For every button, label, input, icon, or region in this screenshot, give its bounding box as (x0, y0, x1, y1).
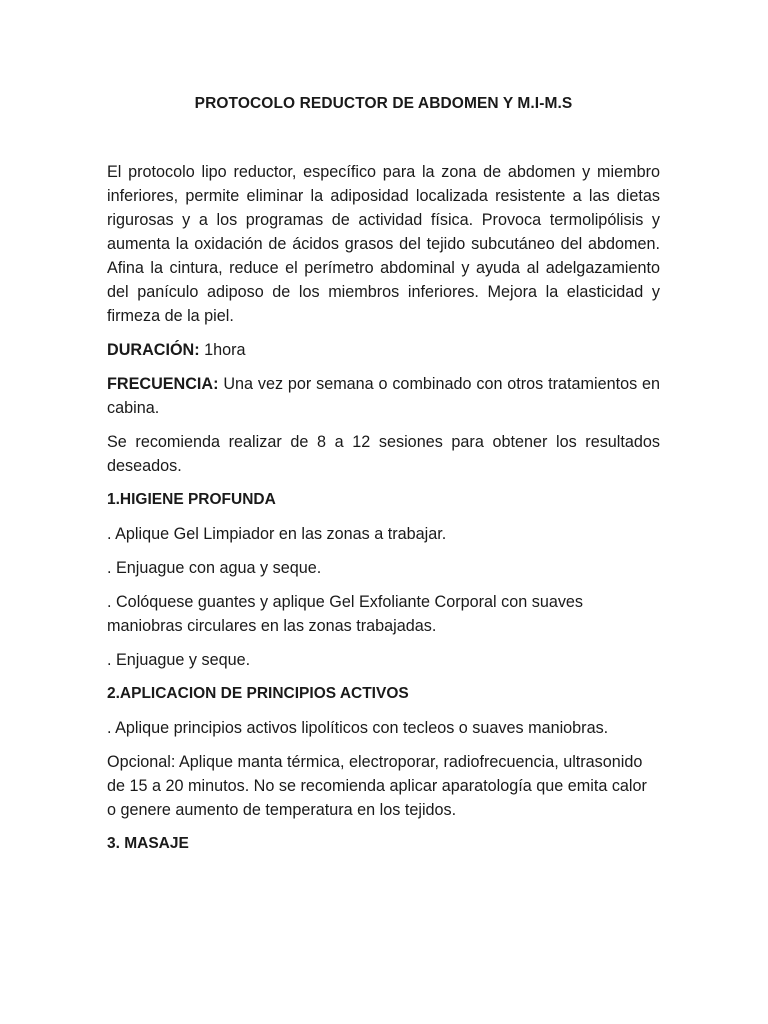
section-paragraph: . Aplique principios activos lipolíticos con tecleos o suaves maniobras. (107, 719, 609, 737)
section-heading-principios-activos: 2.APLICACION DE PRINCIPIOS ACTIVOS (107, 685, 409, 702)
section-paragraph: . Aplique Gel Limpiador en las zonas a trabajar. (107, 525, 447, 543)
recommendation-paragraph: Se recomienda realizar de 8 a 12 sesiones para obtener los resultados deseados. (107, 433, 660, 475)
frequency-value: Una vez por semana o combinado con otros tratamientos en cabina. (107, 375, 660, 417)
section-heading-higiene: 1.HIGIENE PROFUNDA (107, 491, 276, 508)
document-page (107, 92, 660, 866)
section-paragraph: . Enjuague y seque. (107, 651, 251, 669)
duration-line (107, 338, 660, 362)
document-title: PROTOCOLO REDUCTOR DE ABDOMEN Y M.I-M.S (194, 95, 573, 112)
frequency-line (107, 372, 660, 420)
section-paragraph: . Colóquese guantes y aplique Gel Exfoliante Corporal con suaves maniobras circulares en las zonas trabajadas. (107, 593, 584, 635)
frequency-label: FRECUENCIA: (107, 375, 219, 393)
duration-label: DURACIÓN: (107, 341, 200, 359)
duration-value: 1hora (199, 341, 246, 359)
intro-paragraph: El protocolo lipo reductor, específico para la zona de abdomen y miembro inferiores, permite eliminar la adiposidad localizada resistente a las dietas rigurosas y a los programas de actividad física. Provoca termolipólisis y aumenta la oxidación de ácidos grasos del tejido subcutáneo del abdomen. Afina la cintura, reduce el perímetro abdominal y ayuda al adelgazamiento del panículo adiposo de los miembros inferiores. Mejora la elasticidad y firmeza de la piel. (107, 163, 660, 325)
section-heading-masaje: 3. MASAJE (107, 835, 189, 852)
section-paragraph: . Enjuague con agua y seque. (107, 559, 322, 577)
section-paragraph: Opcional: Aplique manta térmica, electroporar, radiofrecuencia, ultrasonido de 15 a 20 minutos. No se recomienda aplicar aparatología que emita calor o genere aumento de temperatura en los tejidos. (107, 753, 647, 819)
